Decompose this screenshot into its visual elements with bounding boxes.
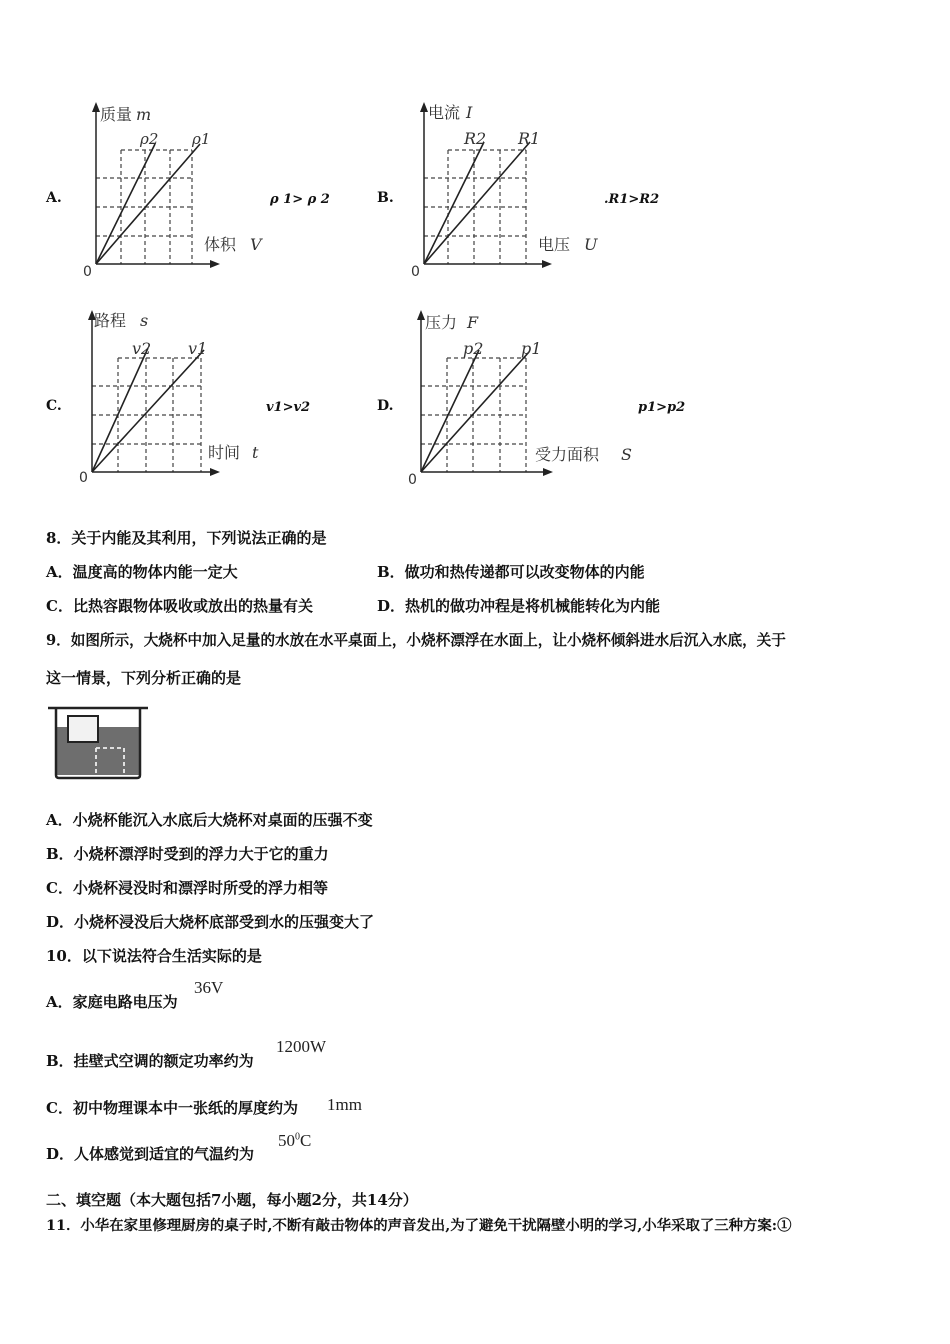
graph-d <box>405 306 645 486</box>
q8-option-d: D．热机的做功冲程是将机械能转化为内能 <box>377 597 661 615</box>
graph-c <box>76 306 286 486</box>
graph-d-line1-label: p2 <box>463 339 484 358</box>
graph-a-y-sym: m <box>136 105 152 124</box>
q9-option-b: B．小烧杯漂浮时受到的浮力大于它的重力 <box>46 845 329 863</box>
q10-option-c-value: 1mm <box>327 1095 362 1114</box>
q10-option-a-value: 36V <box>194 978 224 997</box>
graph-a-origin: 0 <box>83 264 92 278</box>
q8-option-a: A．温度高的物体内能一定大 <box>46 563 238 581</box>
q10-option-c: C．初中物理课本中一张纸的厚度约为 <box>46 1099 298 1117</box>
section2-title: 二、填空题（本大题包括7小题，每小题2分，共14分） <box>46 1191 418 1209</box>
option-d-label: D. <box>377 398 394 414</box>
q10-option-a: A．家庭电路电压为 <box>46 993 178 1011</box>
graph-b-x-label: 电压 <box>538 235 571 254</box>
graph-c-x-label: 时间 <box>208 443 241 462</box>
option-c-comparison: v1>v2 <box>266 400 311 415</box>
option-c-label: C. <box>46 398 62 414</box>
beaker-figure <box>48 702 150 780</box>
graph-a-x-sym: V <box>250 235 262 254</box>
graph-b-line1-label: R2 <box>464 129 487 148</box>
q10-option-b-value: 1200W <box>276 1037 327 1056</box>
graph-c-y-label: 路程 <box>94 311 127 330</box>
q9-option-a: A．小烧杯能沉入水底后大烧杯对桌面的压强不变 <box>46 811 373 829</box>
q9-option-c: C．小烧杯浸没时和漂浮时所受的浮力相等 <box>46 879 328 897</box>
q9-stem-line2: 这一情景，下列分析正确的是 <box>46 669 242 687</box>
graph-b-origin: 0 <box>411 264 420 278</box>
q9-option-d: D．小烧杯浸没后大烧杯底部受到水的压强变大了 <box>46 913 375 931</box>
q10-option-d-value: $50^0C$ <box>278 1131 312 1150</box>
graph-c-origin: 0 <box>79 470 88 486</box>
option-b-comparison: .R1>R2 <box>604 192 660 207</box>
q8-option-c: C．比热容跟物体吸收或放出的热量有关 <box>46 597 313 615</box>
graph-b-x-sym: U <box>584 235 598 254</box>
q10-option-d: D．人体感觉到适宜的气温约为 <box>46 1145 255 1163</box>
graph-c-line1-label: v2 <box>132 339 152 358</box>
q11-stem: 11．小华在家里修理厨房的桌子时,不断有敲击物体的声音发出,为了避免干扰隔壁小明的学习,小华采取了三种方案:① <box>46 1217 792 1234</box>
graph-d-y-label: 压力 <box>425 313 458 332</box>
q9-stem-line1: 9．如图所示，大烧杯中加入足量的水放在水平桌面上，小烧杯漂浮在水面上，让小烧杯倾斜进水后沉入水底，关于 <box>46 632 786 649</box>
graph-d-x-sym: S <box>621 445 632 464</box>
option-a-label: A. <box>46 190 62 206</box>
graph-b-y-label: 电流 <box>428 103 461 122</box>
graph-c-line2-label: v1 <box>188 339 208 358</box>
graph-b-line2-label: R1 <box>518 129 541 148</box>
graph-d-line2-label: p1 <box>521 339 542 358</box>
option-b-label: B. <box>377 190 394 206</box>
graph-a-y-label: 质量 <box>100 105 133 124</box>
option-a-comparison: ρ 1> ρ 2 <box>270 192 330 207</box>
q8-option-b: B．做功和热传递都可以改变物体的内能 <box>377 563 645 581</box>
graph-d-y-sym: F <box>467 313 479 332</box>
q10-stem: 10．以下说法符合生活实际的是 <box>46 947 262 965</box>
graph-a <box>80 98 280 278</box>
graph-c-x-sym: t <box>252 443 259 462</box>
graph-a-line1-label: ρ2 <box>140 130 159 148</box>
graph-a-x-label: 体积 <box>204 235 237 254</box>
graph-d-x-label: 受力面积 <box>535 445 600 464</box>
q8-stem: 8．关于内能及其利用，下列说法正确的是 <box>46 529 327 547</box>
q10-option-b: B．挂壁式空调的额定功率约为 <box>46 1052 254 1070</box>
option-d-comparison: p1>p2 <box>638 400 686 415</box>
graph-b-y-sym: I <box>466 103 473 122</box>
graph-d-origin: 0 <box>408 472 417 486</box>
graph-a-line2-label: ρ1 <box>192 130 211 148</box>
graph-c-y-sym: s <box>140 311 149 330</box>
graph-b <box>408 98 618 278</box>
